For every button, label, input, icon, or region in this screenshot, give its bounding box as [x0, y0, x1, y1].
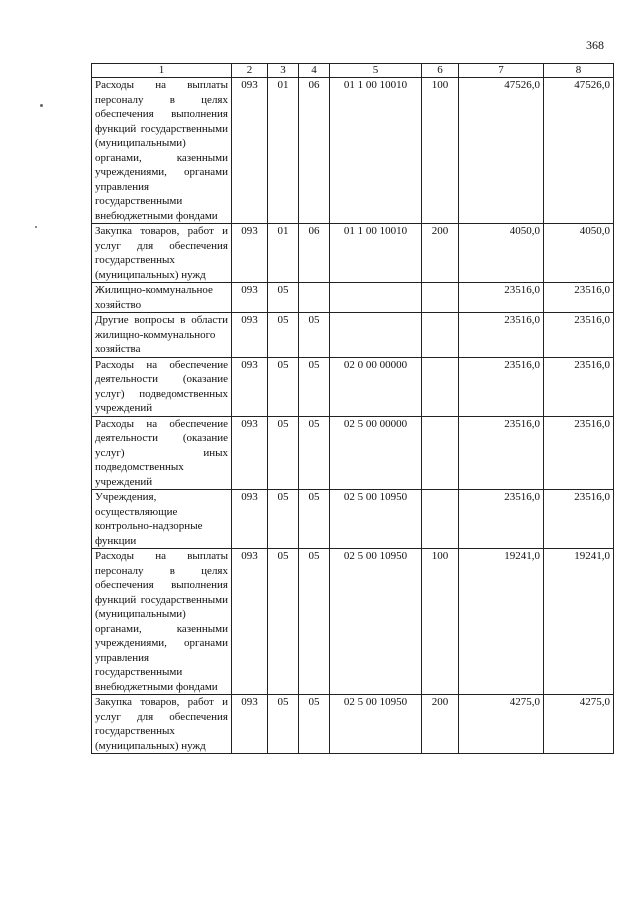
scan-speck	[35, 226, 37, 228]
row-name: Закупка товаров, работ и услуг для обеспечения государственных (муниципальных) нужд	[92, 695, 232, 754]
row-subsection: 06	[299, 78, 330, 224]
row-grbs: 093	[232, 224, 268, 283]
row-sum-7: 23516,0	[459, 283, 544, 313]
column-header: 3	[268, 64, 299, 78]
row-grbs: 093	[232, 416, 268, 490]
row-subsection: 05	[299, 416, 330, 490]
row-expense-type	[422, 283, 459, 313]
row-target-article: 01 1 00 10010	[330, 78, 422, 224]
row-sum-7: 4050,0	[459, 224, 544, 283]
row-subsection: 05	[299, 549, 330, 695]
table-row	[92, 78, 614, 224]
row-target-article	[330, 313, 422, 358]
table-row	[92, 416, 614, 490]
row-name: Закупка товаров, работ и услуг для обеспечения государственных (муниципальных) нужд	[92, 224, 232, 283]
row-name: Расходы на выплаты персоналу в целях обеспечения выполнения функций государственными (муниципальными) органами, казенными учреждениями, органами управления государственными внебюджетными фондами	[92, 78, 232, 224]
row-expense-type: 200	[422, 695, 459, 754]
row-subsection	[299, 283, 330, 313]
row-sum-8: 23516,0	[544, 357, 614, 416]
row-target-article: 02 5 00 10950	[330, 695, 422, 754]
row-expense-type	[422, 490, 459, 549]
row-sum-7: 47526,0	[459, 78, 544, 224]
row-sum-8: 23516,0	[544, 416, 614, 490]
column-header: 1	[92, 64, 232, 78]
row-name: Учреждения, осуществляющие контрольно-надзорные функции	[92, 490, 232, 549]
row-expense-type	[422, 357, 459, 416]
row-expense-type	[422, 416, 459, 490]
row-sum-8: 19241,0	[544, 549, 614, 695]
table-row	[92, 283, 614, 313]
row-section: 01	[268, 224, 299, 283]
row-name: Расходы на обеспечение деятельности (оказание услуг) иных подведомственных учреждений	[92, 416, 232, 490]
row-target-article: 01 1 00 10010	[330, 224, 422, 283]
table-row	[92, 490, 614, 549]
row-target-article: 02 5 00 10950	[330, 490, 422, 549]
row-section: 05	[268, 357, 299, 416]
row-section: 05	[268, 313, 299, 358]
scan-speck	[40, 104, 43, 107]
row-section: 05	[268, 283, 299, 313]
row-subsection: 05	[299, 313, 330, 358]
row-grbs: 093	[232, 283, 268, 313]
row-expense-type: 100	[422, 549, 459, 695]
column-header: 5	[330, 64, 422, 78]
row-section: 05	[268, 490, 299, 549]
row-target-article	[330, 283, 422, 313]
row-grbs: 093	[232, 695, 268, 754]
table-row	[92, 695, 614, 754]
row-sum-8: 47526,0	[544, 78, 614, 224]
row-grbs: 093	[232, 78, 268, 224]
row-sum-8: 4275,0	[544, 695, 614, 754]
row-grbs: 093	[232, 313, 268, 358]
row-sum-8: 23516,0	[544, 490, 614, 549]
row-section: 01	[268, 78, 299, 224]
column-header: 4	[299, 64, 330, 78]
row-section: 05	[268, 416, 299, 490]
column-header: 2	[232, 64, 268, 78]
row-name: Расходы на обеспечение деятельности (оказание услуг) подведомственных учреждений	[92, 357, 232, 416]
row-grbs: 093	[232, 490, 268, 549]
row-sum-8: 4050,0	[544, 224, 614, 283]
table-header-row	[92, 64, 614, 78]
row-subsection: 05	[299, 357, 330, 416]
row-sum-8: 23516,0	[544, 283, 614, 313]
table-row	[92, 313, 614, 358]
row-subsection: 05	[299, 490, 330, 549]
row-sum-7: 23516,0	[459, 357, 544, 416]
row-sum-7: 23516,0	[459, 416, 544, 490]
row-sum-7: 23516,0	[459, 490, 544, 549]
row-subsection: 06	[299, 224, 330, 283]
row-target-article: 02 5 00 00000	[330, 416, 422, 490]
row-sum-8: 23516,0	[544, 313, 614, 358]
row-name: Расходы на выплаты персоналу в целях обеспечения выполнения функций государственными (муниципальными) органами, казенными учреждениями, органами управления государственными внебюджетными фондами	[92, 549, 232, 695]
row-section: 05	[268, 695, 299, 754]
row-subsection: 05	[299, 695, 330, 754]
row-sum-7: 19241,0	[459, 549, 544, 695]
row-name: Другие вопросы в области жилищно-коммунального хозяйства	[92, 313, 232, 358]
row-sum-7: 23516,0	[459, 313, 544, 358]
row-expense-type	[422, 313, 459, 358]
column-header: 8	[544, 64, 614, 78]
row-target-article: 02 5 00 10950	[330, 549, 422, 695]
row-grbs: 093	[232, 357, 268, 416]
row-name: Жилищно-коммунальное хозяйство	[92, 283, 232, 313]
row-expense-type: 100	[422, 78, 459, 224]
row-grbs: 093	[232, 549, 268, 695]
row-target-article: 02 0 00 00000	[330, 357, 422, 416]
table-row	[92, 549, 614, 695]
page-number: 368	[586, 38, 604, 52]
table-row	[92, 224, 614, 283]
row-section: 05	[268, 549, 299, 695]
table-row	[92, 357, 614, 416]
row-sum-7: 4275,0	[459, 695, 544, 754]
budget-table	[91, 63, 614, 754]
column-header: 6	[422, 64, 459, 78]
row-expense-type: 200	[422, 224, 459, 283]
column-header: 7	[459, 64, 544, 78]
